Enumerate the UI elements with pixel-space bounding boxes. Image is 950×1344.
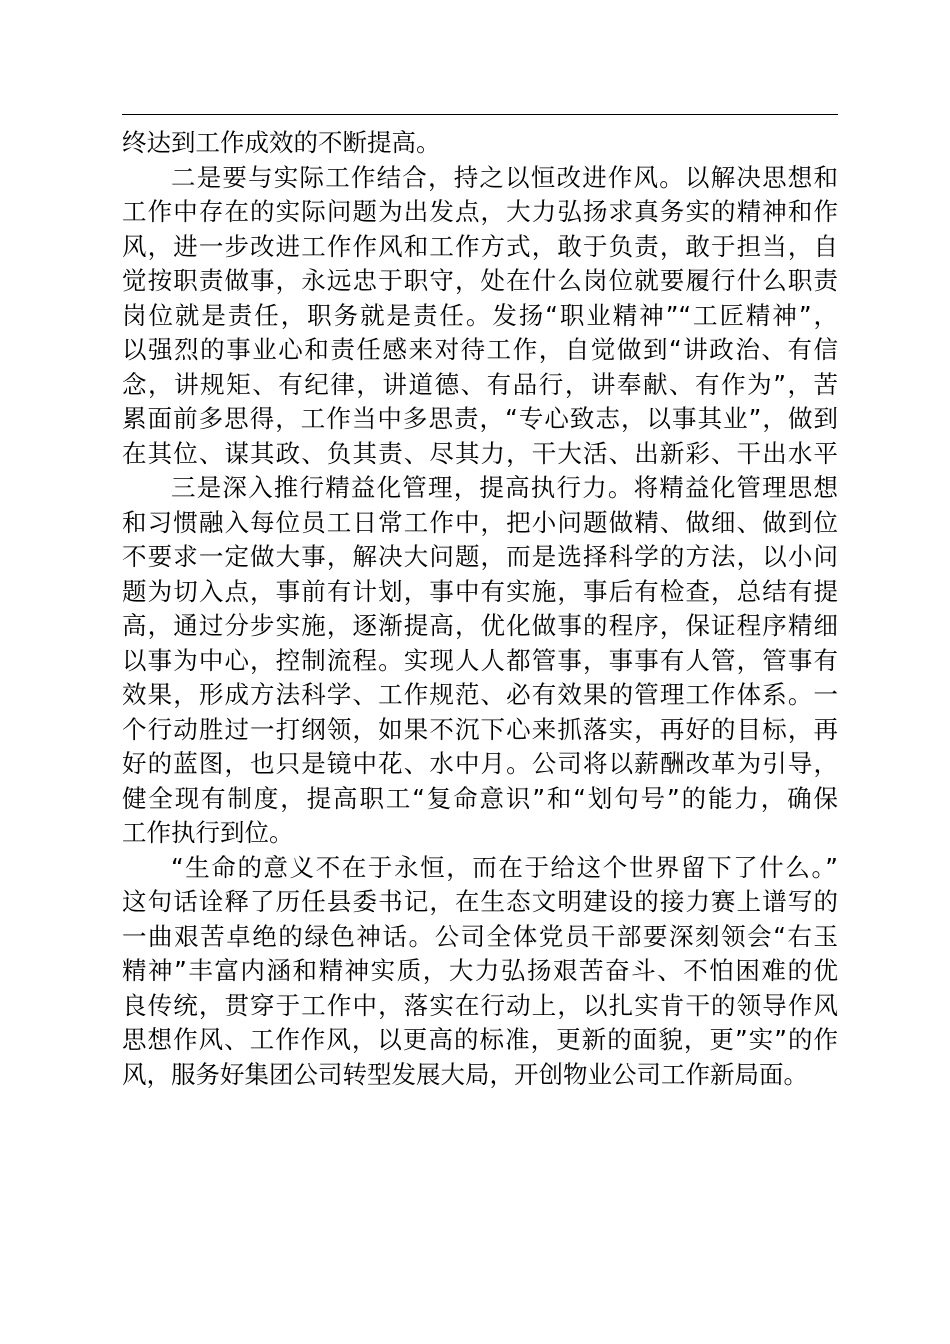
text-line: 个行动胜过一打纲领，如果不沉下心来抓落实，再好的目标，再 <box>122 714 838 744</box>
text-line: 好的蓝图，也只是镜中花、水中月。公司将以薪酬改革为引导， <box>122 749 838 778</box>
paragraph-start-line: “生命的意义不在于永恒，而在于给这个世界留下了什么。” <box>171 852 838 882</box>
text-line: 在其位、谋其政、负其责、尽其力，干大活、出新彩、干出水平 <box>122 438 838 468</box>
text-line: 终达到工作成效的不断提高。 <box>122 128 441 157</box>
text-line: 精神”丰富内涵和精神实质，大力弘扬艰苦奋斗、不怕困难的优 <box>122 956 838 985</box>
text-line: 良传统，贯穿于工作中，落实在行动上，以扎实肯干的领导作风 <box>122 990 838 1020</box>
text-line: 不要求一定做大事，解决大问题，而是选择科学的方法，以小问 <box>122 542 838 571</box>
text-line: 工作执行到位。 <box>122 818 294 847</box>
paragraph-start-line: 二是要与实际工作结合，持之以恒改进作风。以解决思想和 <box>171 162 838 192</box>
text-line: 累面前多思得，工作当中多思责，“专心致志，以事其业”，做到 <box>122 404 838 433</box>
text-line: 题为切入点，事前有计划，事中有实施，事后有检查，总结有提 <box>122 576 838 606</box>
text-line: 和习惯融入每位员工日常工作中，把小问题做精、做细、做到位 <box>122 507 838 537</box>
text-line: 效果，形成方法科学、工作规范、必有效果的管理工作体系。一 <box>122 680 838 709</box>
text-line: 觉按职责做事，永远忠于职守，处在什么岗位就要履行什么职责 <box>122 266 838 295</box>
text-line: 以强烈的事业心和责任感来对待工作，自觉做到“讲政治、有信 <box>122 335 838 364</box>
text-line: 以事为中心，控制流程。实现人人都管事，事事有人管，管事有 <box>122 645 838 675</box>
header-rule <box>122 114 838 115</box>
text-line: 岗位就是责任，职务就是责任。发扬“职业精神”“工匠精神”， <box>122 300 838 330</box>
body-text <box>122 126 838 1092</box>
text-line: 这句话诠释了历任县委书记，在生态文明建设的接力赛上谱写的 <box>122 887 838 916</box>
text-line: 风，服务好集团公司转型发展大局，开创物业公司工作新局面。 <box>122 1059 808 1089</box>
text-line: 思想作风、工作作风，以更高的标准，更新的面貌，更”实”的作 <box>122 1025 838 1054</box>
text-line: 健全现有制度，提高职工“复命意识”和“划句号”的能力，确保 <box>122 783 838 813</box>
text-line: 工作中存在的实际问题为出发点，大力弘扬求真务实的精神和作 <box>122 197 838 226</box>
paragraph-start-line: 三是深入推行精益化管理，提高执行力。将精益化管理思想 <box>171 473 838 502</box>
text-line: 风，进一步改进工作作风和工作方式，敢于负责，敢于担当，自 <box>122 231 838 261</box>
text-line: 高，通过分步实施，逐渐提高，优化做事的程序，保证程序精细 <box>122 611 838 640</box>
text-line: 一曲艰苦卓绝的绿色神话。公司全体党员干部要深刻领会“右玉 <box>122 921 838 951</box>
text-line: 念，讲规矩、有纪律，讲道德、有品行，讲奉献、有作为”，苦 <box>122 369 838 399</box>
